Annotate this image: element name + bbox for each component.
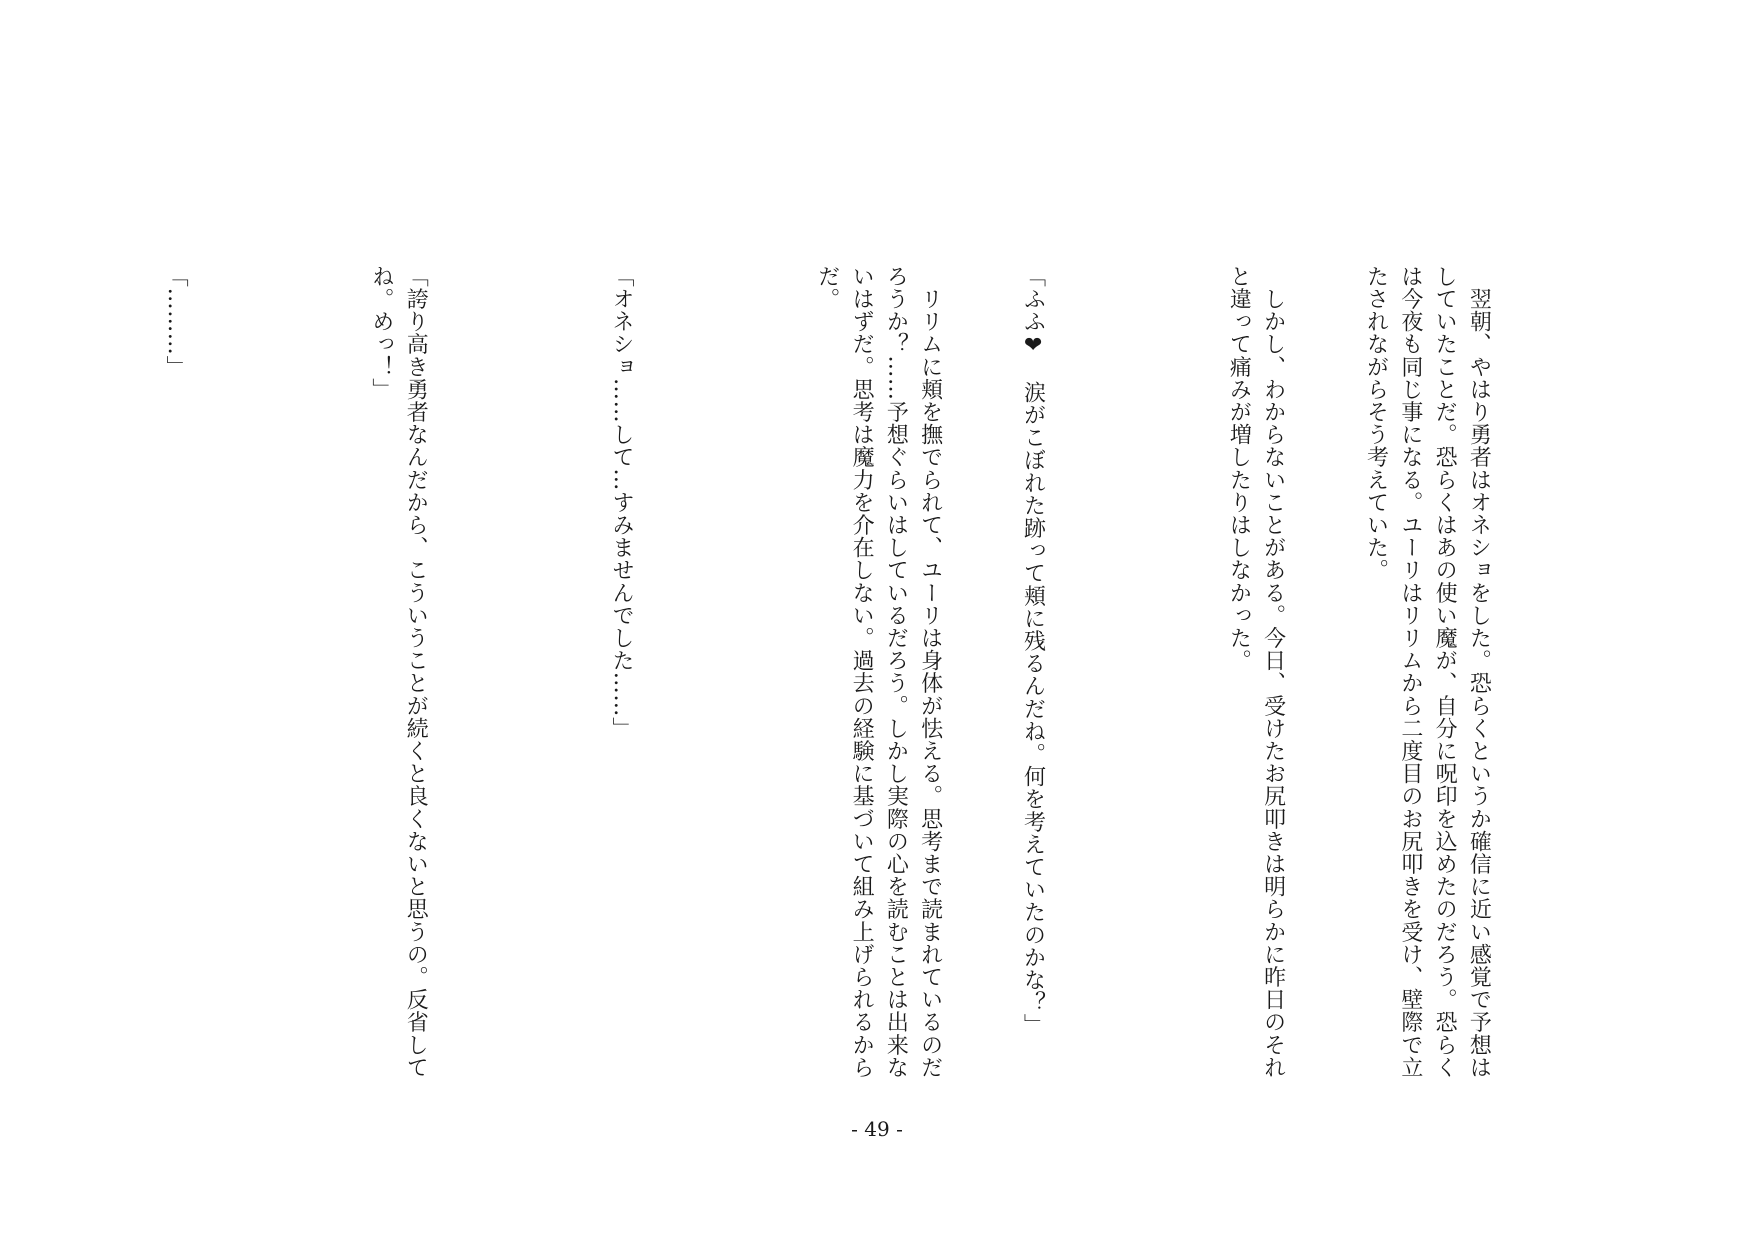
paragraph: リリムに頬を撫でられて、ユーリは身体が怯える。思考まで読まれているのだろうか？……予想ぐらいはしているだろう。しかし実際の心を読むことは出来ないはずだ。思考は魔力を介在しない。過去の経験に基づいて組み上げられるからだ。 bbox=[814, 265, 943, 1079]
paragraph: しかし、わからないことがある。今日、受けたお尻叩きは明らかに昨日のそれと違って痛みが増したりはしなかった。 bbox=[1226, 265, 1286, 1079]
blank-line bbox=[55, 265, 89, 1095]
dialogue-line: 「オネショ……して…すみませんでした……」 bbox=[608, 265, 634, 740]
dialogue-line: 「誇り高き勇者なんだから、こういうことが続くと良くないと思うの。反省してね。めっ！」 bbox=[368, 265, 429, 1079]
blank-line bbox=[1118, 265, 1152, 1095]
blank-line bbox=[501, 265, 535, 1095]
dialogue-line: 「ふふ❤ 涙がこぼれた跡って頬に残るんだね。何を考えていたのかな？」 bbox=[1020, 265, 1046, 1037]
vertical-text-body bbox=[163, 265, 1564, 1095]
dialogue-line: 「………」 bbox=[163, 265, 189, 378]
blank-line bbox=[707, 265, 741, 1095]
page-number: - 49 - bbox=[851, 1117, 903, 1141]
paragraph: 翌朝、やはり勇者はオネショをした。恐らくというか確信に近い感覚で予想はしていたことだ。恐らくはあの使い魔が、自分に呪印を込めたのだろう。恐らくは今夜も同じ事になる。ユーリはリリムから二度目のお尻叩きを受け、壁際で立たされながらそう考えていた。 bbox=[1363, 265, 1492, 1079]
blank-line bbox=[261, 265, 295, 1095]
